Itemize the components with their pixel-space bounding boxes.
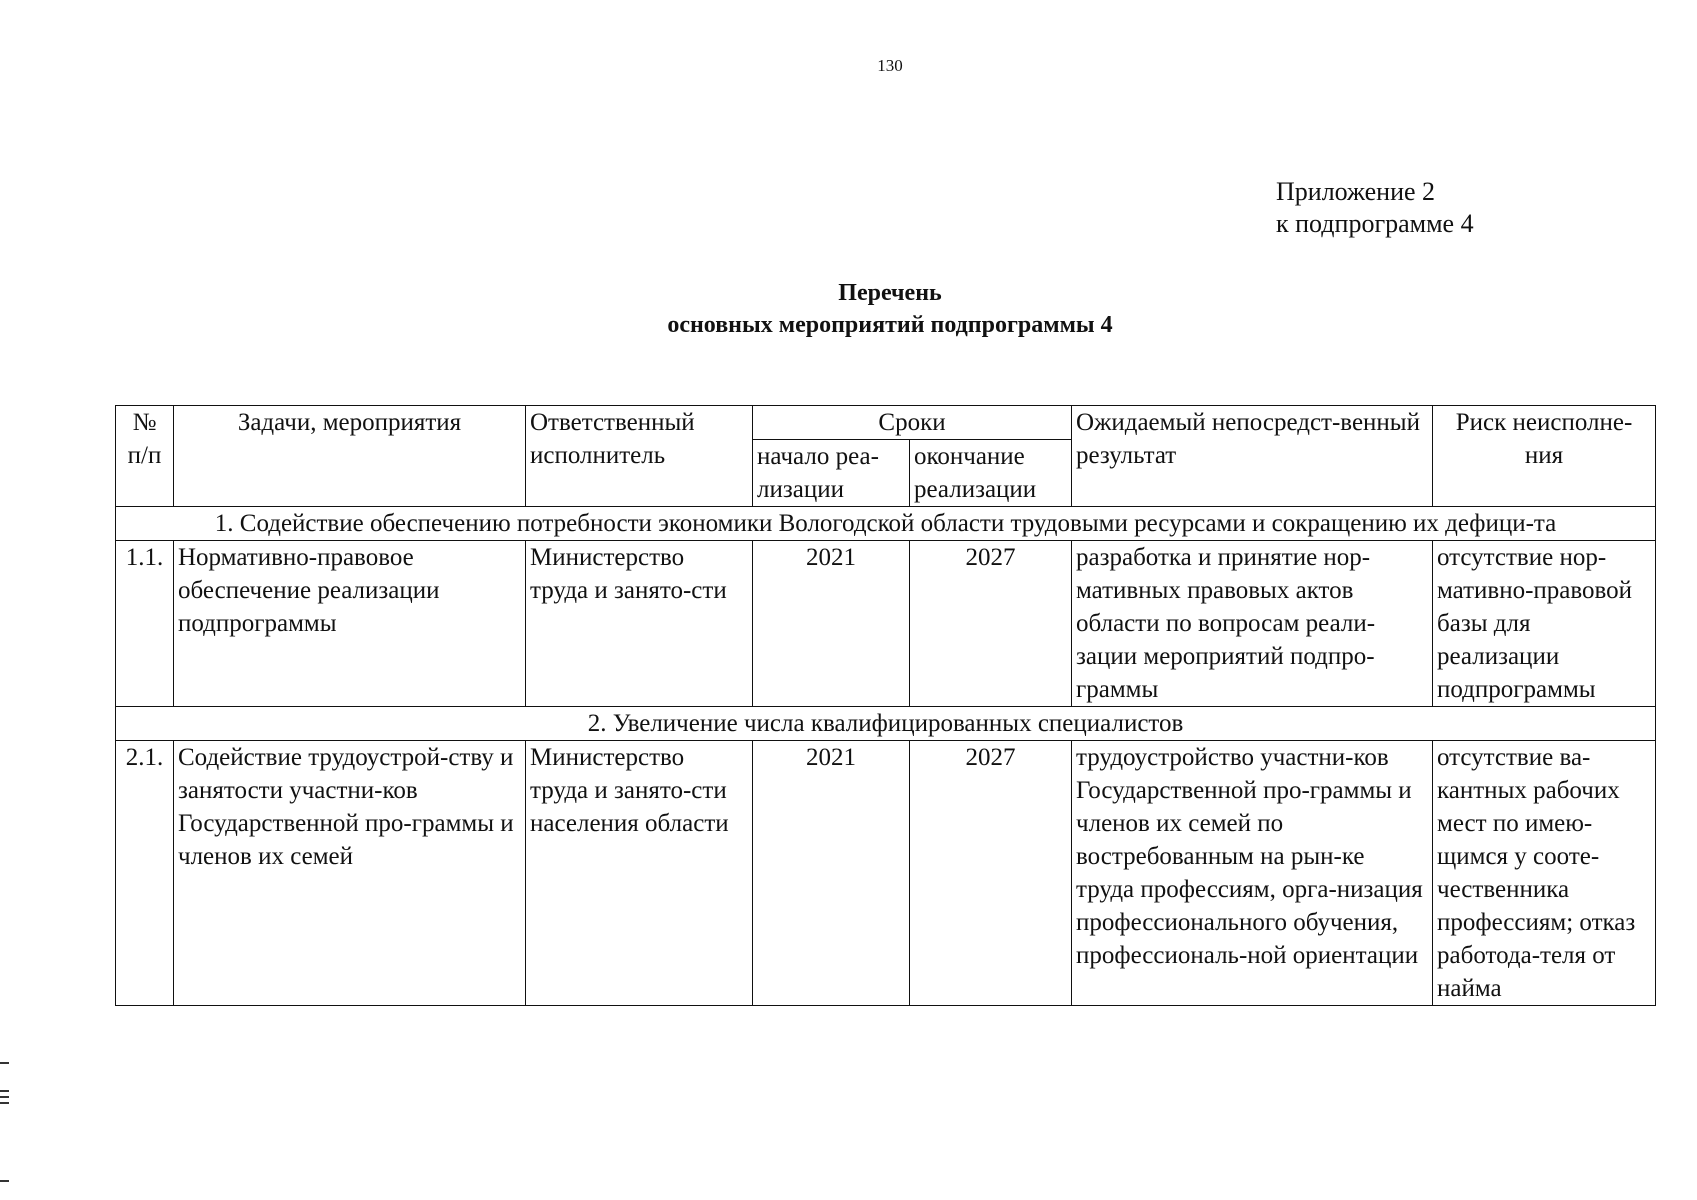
row-2-start: 2021: [753, 741, 910, 1006]
row-1-executor: Министерство труда и занято-сти: [526, 541, 753, 707]
row-2-executor: Министерство труда и занято-сти населения области: [526, 741, 753, 1006]
row-1-result: разработка и принятие нор-мативных правовых актов области по вопросам реали-зации мероприятий подпро-граммы: [1072, 541, 1433, 707]
appendix-line-2: к подпрограмме 4: [1276, 209, 1474, 238]
row-1-start: 2021: [753, 541, 910, 707]
row-2-result: трудоустройство участни-ков Государственной про-граммы и членов их семей по востребованным на рын-ке труда профессиям, орга-низация профессионального обучения, профессиональ-ной ориентации: [1072, 741, 1433, 1006]
section-2-title: 2. Увеличение числа квалифицированных специалистов: [116, 707, 1656, 741]
page-number: 130: [877, 56, 903, 75]
header-result: Ожидаемый непосредст-венный результат: [1072, 406, 1433, 507]
row-1-num: 1.1.: [116, 541, 174, 707]
row-2-end: 2027: [910, 741, 1072, 1006]
row-1-end: 2027: [910, 541, 1072, 707]
row-2-risk: отсутствие ва-кантных рабочих мест по имею-щимся у сооте-чественника профессиям; отказ работода-теля от найма: [1433, 741, 1656, 1006]
header-risk: Риск неисполне-ния: [1433, 406, 1656, 507]
row-2-num: 2.1.: [116, 741, 174, 1006]
header-start: начало реа-лизации: [753, 440, 910, 507]
header-num: № п/п: [116, 406, 174, 507]
section-row: [116, 507, 1656, 541]
scan-mark: [0, 1062, 9, 1064]
appendix-note: [1276, 176, 1474, 240]
row-2-task: Содействие трудоустрой-ству и занятости участни-ков Государственной про-граммы и членов их семей: [174, 741, 526, 1006]
scan-mark: [0, 1090, 9, 1092]
header-row: [116, 406, 1656, 440]
table-row: [116, 541, 1656, 707]
activities-table: [115, 405, 1656, 1006]
title-line-1: Перечень: [838, 280, 942, 306]
header-executor: Ответственный исполнитель: [526, 406, 753, 507]
document-title: [0, 277, 1697, 341]
scan-mark: [0, 1102, 9, 1104]
section-row: [116, 707, 1656, 741]
header-end: окончание реализации: [910, 440, 1072, 507]
row-1-task: Нормативно-правовое обеспечение реализации подпрограммы: [174, 541, 526, 707]
row-1-risk: отсутствие нор-мативно-правовой базы для реализации подпрограммы: [1433, 541, 1656, 707]
scan-mark: [0, 1180, 9, 1182]
header-terms: Сроки: [753, 406, 1072, 440]
header-tasks: Задачи, мероприятия: [174, 406, 526, 507]
title-line-2: основных мероприятий подпрограммы 4: [667, 312, 1113, 338]
scan-mark: [0, 1096, 9, 1098]
appendix-line-1: Приложение 2: [1276, 177, 1436, 206]
table-row: [116, 741, 1656, 1006]
section-1-title: 1. Содействие обеспечению потребности экономики Вологодской области трудовыми ресурсами и сокращению их дефици-та: [116, 507, 1656, 541]
